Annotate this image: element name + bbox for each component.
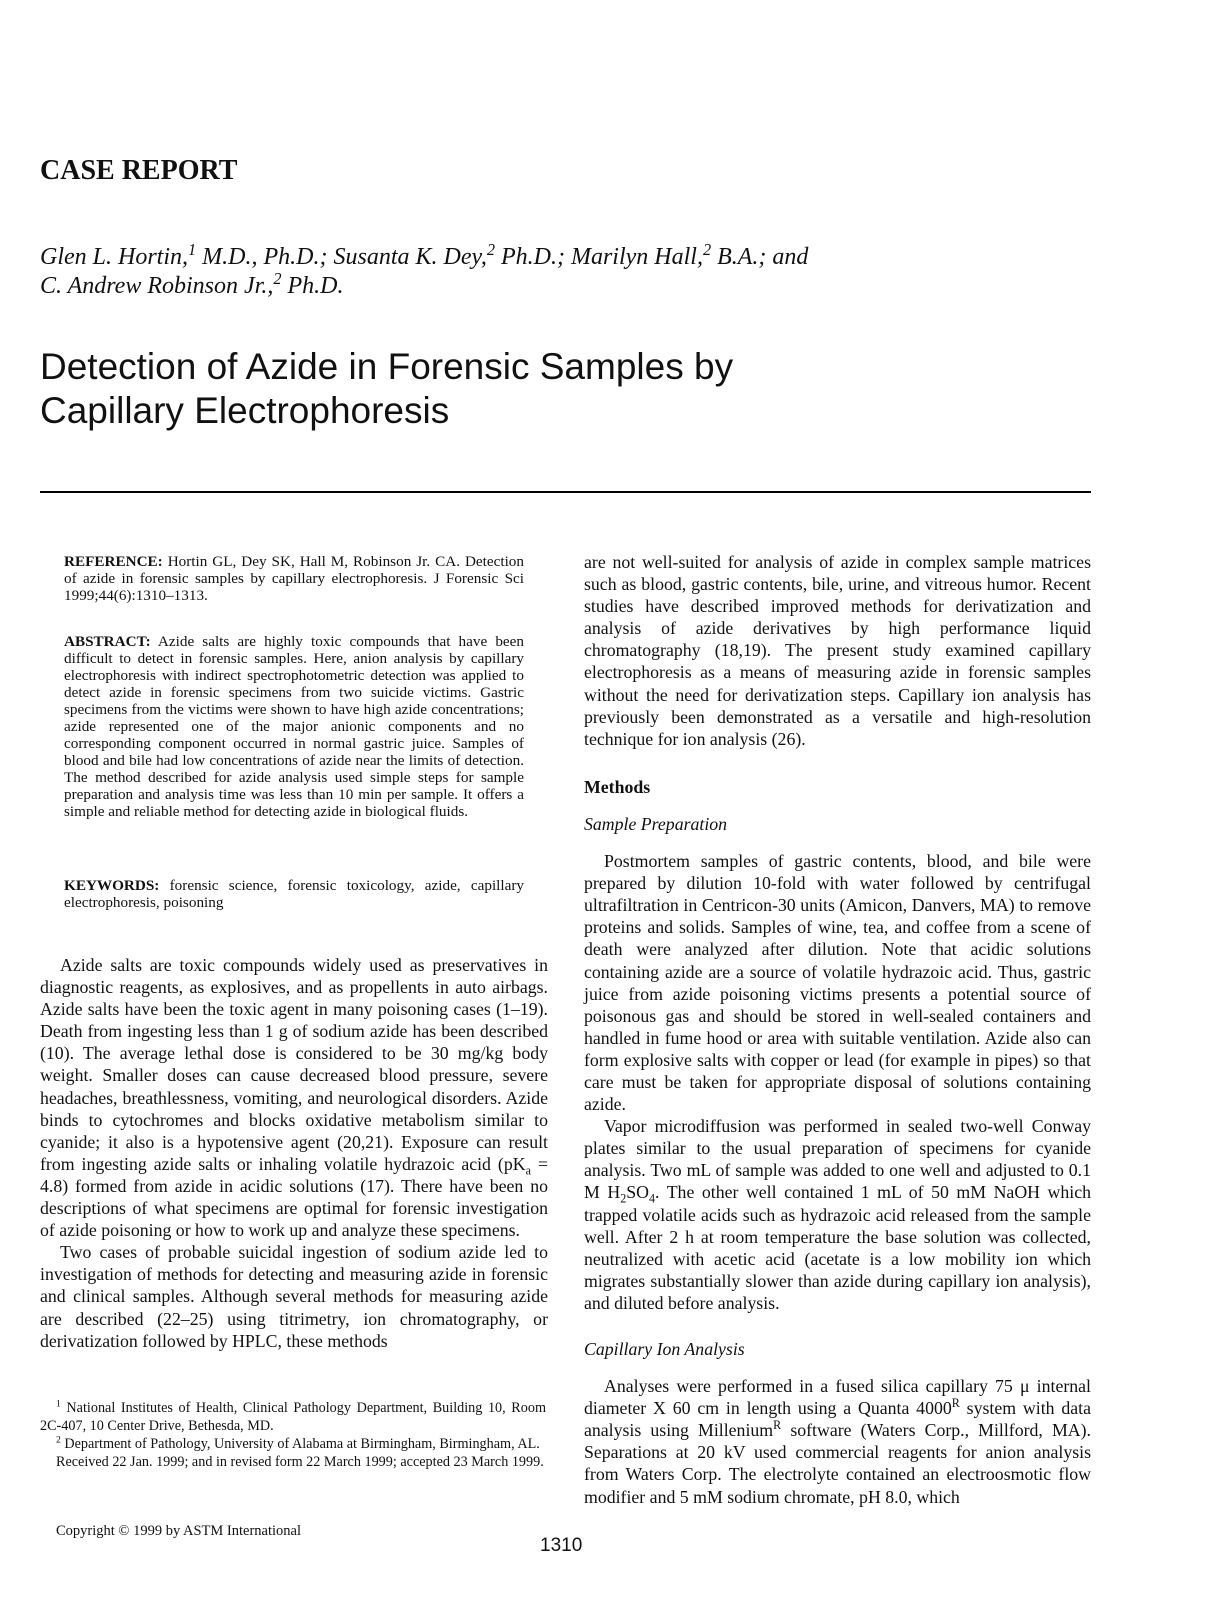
affiliation-mark: 2 — [273, 269, 282, 288]
section-label: CASE REPORT — [40, 155, 238, 186]
sample-prep-paragraph-2: Vapor microdiffusion was performed in sealed two-well Conway plates similar to the usual preparation of specimens for cyanide analysis. Two mL of sample was added to one well and adjusted to 0.1 M $H_2SO_4$. The other well contained 1 mL of 50 mM NaOH which trapped volatile acids such as hydrazoic acid released from the sample well. After 2 h at room temperature the base solution was collected, neutralized with acetic acid (acetate is a low mobility ion which migrates substantially slower than azide during capillary ion analysis), and diluted before analysis. — [584, 1116, 1091, 1313]
keywords-label: KEYWORDS: — [64, 877, 160, 894]
capillary-ion-analysis-heading: Capillary Ion Analysis — [584, 1339, 745, 1359]
author-degree: Ph.D.; — [494, 244, 571, 270]
methods-heading: Methods — [584, 776, 651, 797]
intro-paragraph-2-continued: are not well-suited for analysis of azide in complex sample matrices such as blood, gastric contents, bile, urine, and vitreous humor. Recent studies have described improved methods for derivatization and analysis of azide derivatives by high performance liquid chromatography (18,19). The present study examined capillary electrophoresis as a means of measuring azide in forensic samples without the need for derivatization steps. Capillary ion analysis has previously been demonstrated as a versatile and high-resolution technique for ion analysis (26). — [584, 552, 1091, 749]
footnotes — [40, 1399, 546, 1471]
copyright-notice: Copyright © 1999 by ASTM International — [56, 1523, 302, 1539]
author-hall: Marilyn Hall, — [570, 244, 703, 270]
author-degree: M.D., Ph.D.; — [196, 244, 334, 270]
reference-text: Hortin GL, Dey SK, Hall M, Robinson Jr. CA. Detection of azide in forensic samples by capillary electrophoresis. J Forensic Sci 1999;44(6):1310–1313. — [64, 553, 524, 604]
article-title — [40, 345, 940, 433]
abstract-text: Azide salts are highly toxic compounds that have been difficult to detect in forensic samples. Here, anion analysis by capillary electrophoresis with indirect spectrophotometric detection was applied to detect azide in forensic specimens from two suicide victims. Gastric specimens from the victims were shown to have high azide concentrations; azide represented one of the major anionic components and no corresponding component occurred in normal gastric juice. Samples of blood and bile had low concentrations of azide near the limits of detection. The method described for azide analysis used simple steps for sample preparation and analysis time was less than 10 min per sample. It offers a simple and reliable method for detecting azide in biological fluids. — [64, 633, 524, 820]
title-line-2: Capillary Electrophoresis — [40, 390, 450, 431]
title-line-1: Detection of Azide in Forensic Samples by — [40, 346, 734, 387]
left-column-body — [40, 954, 548, 1352]
footnote-1: $^1$ National Institutes of Health, Clinical Pathology Department, Building 10, Room 2C-407, 10 Center Drive, Bethesda, MD. — [40, 1398, 546, 1434]
abstract-label: ABSTRACT: — [64, 633, 151, 650]
footnote-2: $^2$ Department of Pathology, University of Alabama at Birmingham, Birmingham, AL. — [56, 1434, 540, 1452]
author-robinson: C. Andrew Robinson Jr., — [40, 273, 274, 299]
right-column-body — [584, 551, 1091, 1508]
affiliation-mark: 1 — [188, 240, 197, 259]
author-list — [40, 240, 1040, 301]
keywords-block — [64, 877, 524, 911]
reference-block — [64, 553, 524, 604]
received-dates: Received 22 Jan. 1999; and in revised form 22 March 1999; accepted 23 March 1999. — [56, 1454, 544, 1470]
abstract-block — [64, 633, 524, 820]
cia-paragraph-1: Analyses were performed in a fused silica capillary 75 μ internal diameter X 60 cm in length using a Quanta $4000^R$ system with data analysis using Millenium$^R$ software (Waters Corp., Millford, MA). Separations at 20 kV used commercial reagents for anion analysis from Waters Corp. The electrolyte contained an electroosmotic flow modifier and 5 mM sodium chromate, pH 8.0, which — [584, 1376, 1091, 1507]
intro-paragraph-2: Two cases of probable suicidal ingestion of sodium azide led to investigation of methods for detecting and measuring azide in forensic and clinical samples. Although several methods for measuring azide are described (22–25) using titrimetry, ion chromatography, or derivatization followed by HPLC, these methods — [40, 1242, 548, 1351]
author-degree: Ph.D. — [281, 273, 344, 299]
affiliation-mark: 2 — [486, 240, 495, 259]
reference-label: REFERENCE: — [64, 553, 163, 570]
page-number: 1310 — [540, 1535, 583, 1556]
keywords-text: forensic science, forensic toxicology, azide, capillary electrophoresis, poisoning — [64, 877, 524, 911]
sample-preparation-heading: Sample Preparation — [584, 813, 728, 834]
title-divider — [40, 491, 1091, 493]
author-dey: Susanta K. Dey, — [333, 244, 487, 270]
author-degree: B.A.; and — [711, 244, 809, 270]
sample-prep-paragraph-1: Postmortem samples of gastric contents, blood, and bile were prepared by dilution 10-fold with water followed by centrifugal ultrafiltration in Centricon-30 units (Amicon, Danvers, MA) to remove proteins and solids. Samples of wine, tea, and coffee from a scene of death were analyzed after dilution. Note that acidic solutions containing azide are a source of volatile hydrazoic acid. Thus, gastric juice from azide poisoning victims presents a potential source of poisonous gas and should be stored in well-sealed containers and handled in fume hood or area with suitable ventilation. Azide also can form explosive salts with copper or lead (for example in pipes) so that care must be taken for appropriate disposal of solutions containing azide. — [584, 851, 1091, 1115]
intro-paragraph-1: Azide salts are toxic compounds widely used as preservatives in diagnostic reagents, as explosives, and as propellents in auto airbags. Azide salts have been the toxic agent in many poisoning cases (1–19). Death from ingesting less than 1 g of sodium azide has been described (10). The average lethal dose is considered to be 30 mg/kg body weight. Smaller doses can cause decreased blood pressure, severe headaches, breathlessness, vomiting, and neurological disorders. Azide binds to cytochromes and blocks oxidative metabolism similar to cyanide; it also is a hypotensive agent (20,21). Exposure can result from ingesting azide salts or inhaling volatile hydrazoic acid $(pK_a = 4.8)$ formed from azide in acidic solutions (17). There have been no descriptions of what specimens are optimal for forensic investigation of azide poisoning or how to work up and analyze these specimens. — [40, 955, 548, 1241]
affiliation-mark: 2 — [702, 240, 712, 259]
author-hortin: Glen L. Hortin, — [40, 244, 189, 270]
